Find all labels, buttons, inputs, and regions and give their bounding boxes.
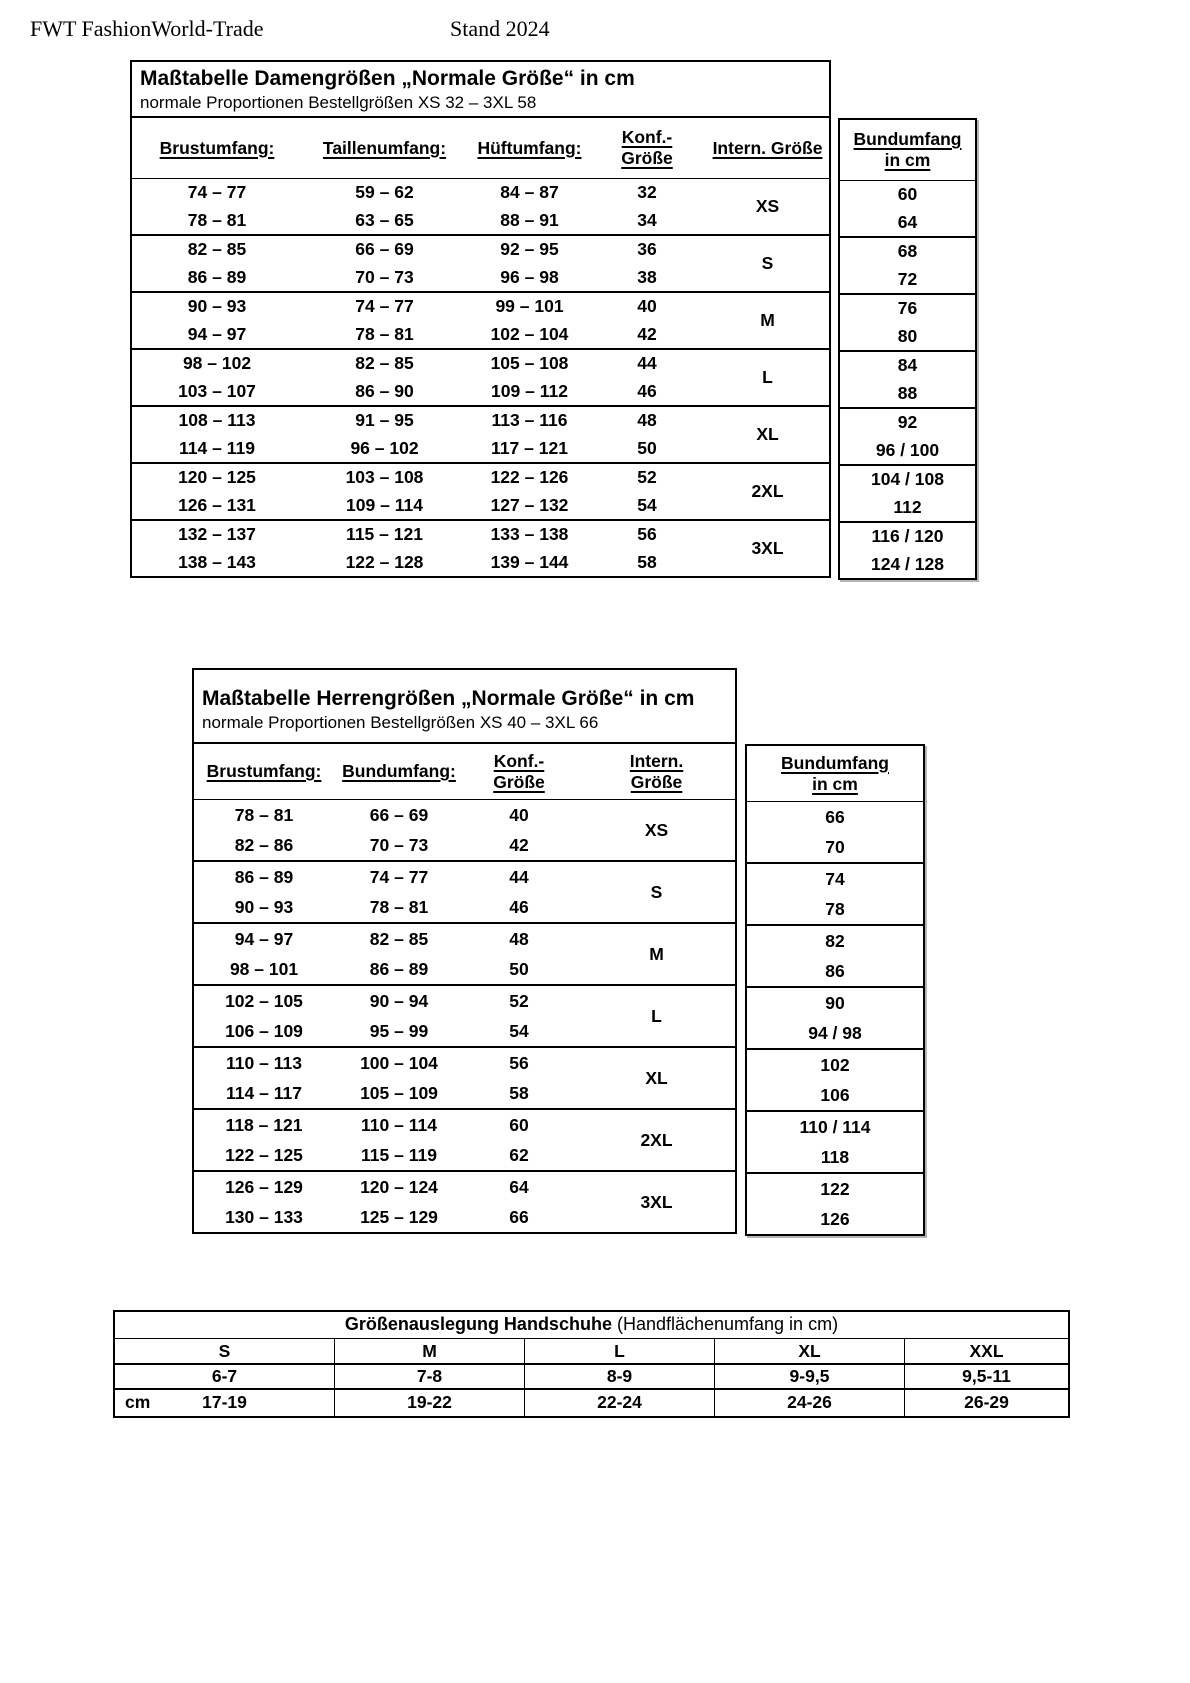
cell: 92 (897, 412, 918, 432)
intl-size-label: 3XL (751, 537, 784, 558)
cell: 74 – 77 (355, 296, 414, 316)
cell: 82 (825, 931, 845, 951)
cell: 36 (637, 239, 657, 259)
header-label: Intern. Größe (712, 137, 823, 158)
size-group-xl (132, 407, 829, 464)
cell: 122 – 126 (490, 467, 569, 487)
cell: 22-24 (525, 1390, 715, 1416)
cell: 86 – 90 (355, 380, 414, 401)
cell: 86 – 89 (187, 266, 247, 287)
column-header-bundumfang-in-cm (840, 120, 975, 181)
cell: 94 / 98 (808, 1023, 862, 1043)
cell: 118 – 121 (225, 1115, 303, 1135)
cell: 138 – 143 (178, 551, 256, 572)
size-group-l (194, 986, 735, 1048)
cell: 103 – 108 (345, 467, 424, 487)
cell: 84 (897, 355, 918, 375)
glove-title-bold: Größenauslegung Handschuhe (344, 1314, 612, 1334)
cell: 70 – 73 (369, 835, 429, 855)
cell: 108 – 113 (178, 410, 256, 430)
bund-group (840, 352, 975, 409)
cell: 109 – 112 (491, 380, 568, 401)
men-bundumfang-column (745, 744, 925, 1236)
cell: 104 / 108 (871, 469, 944, 489)
cell: 60 (897, 184, 918, 204)
cell: 74 – 77 (187, 182, 247, 202)
cell: 63 – 65 (355, 209, 414, 230)
men-table-title-box (192, 668, 737, 744)
men-table-header-row (194, 744, 735, 800)
cell: 90 – 93 (187, 296, 247, 316)
cell: 59 – 62 (355, 182, 414, 202)
bund-group (747, 802, 923, 864)
size-group-m (194, 924, 735, 986)
cell: 132 – 137 (178, 524, 256, 544)
cell: 68 (897, 241, 918, 261)
column-header-konf-groesse (464, 744, 574, 799)
cell: 99 – 101 (495, 296, 564, 316)
cell: 66 (509, 1207, 529, 1227)
glove-size-header: XL (715, 1339, 905, 1363)
size-group-s (132, 236, 829, 293)
cell: 78 – 81 (355, 323, 414, 344)
cell: 96 – 98 (500, 266, 559, 287)
header-label: Brustumfang: (159, 137, 275, 158)
intl-size-label: L (651, 1006, 662, 1026)
cell: 40 (509, 805, 529, 825)
men-table-body (192, 744, 737, 1234)
intl-size-label: XL (756, 423, 779, 444)
cell: 60 (509, 1115, 529, 1135)
header-label: Hüftumfang: (477, 137, 582, 158)
intl-size-label: S (650, 882, 663, 902)
bund-group (747, 1174, 923, 1234)
cell: 64 (897, 211, 918, 232)
cell: 66 – 69 (369, 805, 429, 825)
cell: 94 – 97 (187, 323, 247, 344)
cell: 116 / 120 (871, 526, 944, 546)
cell: 24-26 (715, 1390, 905, 1416)
size-group-m (132, 293, 829, 350)
men-table-title: Maßtabelle Herrengrößen „Normale Größe“ in cm (202, 687, 695, 710)
cell: 84 – 87 (500, 182, 559, 202)
column-header-konf-groesse (592, 118, 702, 178)
header-label: in cm (884, 150, 931, 170)
bund-group (840, 466, 975, 523)
cell: 70 – 73 (355, 266, 414, 287)
header-label: Bundumfang (781, 752, 889, 773)
cell: 130 – 133 (225, 1207, 303, 1227)
women-table-subtitle: normale Proportionen Bestellgrößen XS 32 – 3XL 58 (140, 93, 537, 112)
cell: 110 / 114 (799, 1117, 871, 1137)
brand-text: FWT FashionWorld-Trade (30, 16, 264, 41)
bund-group (747, 1112, 923, 1174)
cell: 54 (637, 494, 657, 515)
cell: 78 – 81 (187, 209, 247, 230)
cell: 110 – 114 (361, 1115, 437, 1135)
cell: 106 – 109 (225, 1021, 303, 1041)
cell: 62 (509, 1145, 529, 1165)
cell: 50 (637, 437, 657, 458)
men-size-table (192, 668, 927, 1233)
cell: 94 – 97 (234, 929, 294, 949)
men-table-subtitle: normale Proportionen Bestellgrößen XS 40 – 3XL 66 (202, 713, 599, 732)
cell: 70 (825, 837, 845, 857)
cell: 122 – 128 (345, 551, 424, 572)
cell: 126 – 131 (178, 494, 256, 515)
size-group-xs (132, 179, 829, 236)
bund-group (840, 181, 975, 238)
glove-size-header: M (335, 1339, 525, 1363)
size-group-xl (194, 1048, 735, 1110)
column-header-bundumfang-in-cm (747, 746, 923, 802)
column-header-hueftumfang (467, 118, 592, 178)
size-group-xs (194, 800, 735, 862)
cell: 114 – 117 (226, 1083, 302, 1103)
cell: 19-22 (335, 1390, 525, 1416)
column-header-brustumfang (132, 118, 302, 178)
cell: 54 (509, 1021, 529, 1041)
cell: 113 – 116 (491, 410, 568, 430)
size-group-l (132, 350, 829, 407)
cell: 133 – 138 (490, 524, 569, 544)
cell: 102 (820, 1055, 850, 1075)
intl-size-label: XL (645, 1068, 668, 1088)
cell: 120 – 124 (360, 1177, 438, 1197)
cell: 34 (637, 209, 657, 230)
bund-group (747, 988, 923, 1050)
glove-title-rest: (Handflächenumfang in cm) (611, 1314, 839, 1334)
size-group-3xl (132, 521, 829, 578)
intl-size-label: XS (644, 820, 669, 840)
cell: 26-29 (964, 1392, 1009, 1412)
intl-size-label: 2XL (751, 480, 784, 501)
cell: 90 (825, 993, 845, 1013)
cell: 105 – 109 (360, 1083, 438, 1103)
cell (115, 1390, 335, 1416)
cell: 96 / 100 (875, 439, 940, 460)
cell: 114 – 119 (179, 437, 255, 458)
header-label: Größe (630, 771, 683, 792)
cell: 78 – 81 (234, 805, 294, 825)
intl-size-label: L (762, 366, 773, 387)
glove-size-header: S (115, 1339, 335, 1363)
cell: 32 (637, 182, 657, 202)
cell: 90 – 94 (369, 991, 429, 1011)
glove-size-header-row (115, 1339, 1068, 1365)
cell: 46 (637, 380, 657, 401)
intl-size-label: M (649, 944, 664, 964)
cell: 52 (509, 991, 529, 1011)
cell: 103 – 107 (178, 380, 256, 401)
size-group-2xl (132, 464, 829, 521)
cell: 46 (509, 897, 529, 917)
glove-table-title (115, 1312, 1068, 1339)
glove-size-header: L (525, 1339, 715, 1363)
women-bundumfang-column (838, 118, 977, 580)
cell: 40 (637, 296, 657, 316)
intl-size-label: XS (755, 195, 780, 216)
bund-group (747, 864, 923, 926)
cell: 48 (509, 929, 529, 949)
cell: 122 (820, 1179, 850, 1199)
cell: 56 (637, 524, 657, 544)
cell: 125 – 129 (360, 1207, 438, 1227)
bund-group (747, 926, 923, 988)
cell: 42 (509, 835, 529, 855)
intl-size-label: 2XL (640, 1130, 673, 1150)
header-label: Größe (493, 771, 545, 792)
cell: 9,5-11 (962, 1366, 1011, 1386)
bund-group (840, 409, 975, 466)
cell: 64 (509, 1177, 529, 1197)
cell: 58 (637, 551, 657, 572)
cell: 90 – 93 (234, 897, 294, 917)
cell: 118 (820, 1147, 850, 1167)
cell: 44 (509, 867, 529, 887)
cell: 72 (897, 268, 918, 289)
cm-unit-label: cm (125, 1392, 151, 1412)
cell: 52 (637, 467, 657, 487)
cell: 106 (820, 1085, 850, 1105)
cell: 98 – 102 (182, 353, 252, 373)
cell: 100 – 104 (360, 1053, 438, 1073)
document-version-text: Stand 2024 (450, 16, 550, 41)
women-table-body (130, 118, 831, 578)
header-label: Bundumfang (853, 129, 962, 149)
cell: 58 (509, 1083, 529, 1103)
header-label: Bundumfang: (342, 761, 456, 781)
cell: 139 – 144 (490, 551, 569, 572)
cell: 86 – 89 (369, 959, 429, 979)
cell: 88 – 91 (500, 209, 559, 230)
header-label: Brustumfang: (206, 761, 322, 781)
cell: 56 (509, 1053, 529, 1073)
header-label: Taillenumfang: (322, 137, 447, 158)
cell: 124 / 128 (871, 553, 944, 574)
glove-inch-row (115, 1365, 1068, 1390)
cell: 50 (509, 959, 529, 979)
bund-group (840, 238, 975, 295)
women-table-title-box (130, 60, 831, 118)
cell: 76 (897, 298, 918, 318)
cell: 42 (637, 323, 657, 344)
cell: 115 – 121 (346, 524, 423, 544)
women-size-table (130, 60, 980, 580)
cell: 115 – 119 (361, 1145, 437, 1165)
column-header-taillenumfang (302, 118, 467, 178)
cell: 126 (820, 1209, 850, 1229)
cell: 105 – 108 (490, 353, 569, 373)
women-table-title: Maßtabelle Damengrößen „Normale Größe“ in cm (140, 67, 635, 90)
cell: 88 (897, 382, 918, 403)
glove-size-header: XXL (969, 1341, 1004, 1361)
cell: 102 – 105 (225, 991, 303, 1011)
bund-group (840, 523, 975, 578)
intl-size-label: 3XL (640, 1192, 673, 1212)
cell: 127 – 132 (490, 494, 569, 515)
cell-value: 17-19 (202, 1392, 247, 1412)
cell: 91 – 95 (355, 410, 414, 430)
cell: 86 – 89 (234, 867, 294, 887)
cell: 112 (893, 496, 922, 517)
cell: 92 – 95 (500, 239, 559, 259)
column-header-intern-groesse (574, 744, 739, 799)
cell: 66 (825, 807, 845, 827)
bund-group (747, 1050, 923, 1112)
glove-cm-row (115, 1390, 1068, 1416)
cell: 109 – 114 (346, 494, 423, 515)
cell: 110 – 113 (226, 1053, 302, 1073)
header-label: in cm (812, 773, 858, 794)
cell: 82 – 85 (187, 239, 247, 259)
cell: 82 – 86 (234, 835, 294, 855)
cell: 98 – 101 (229, 959, 299, 979)
cell: 120 – 125 (178, 467, 256, 487)
cell: 74 – 77 (369, 867, 429, 887)
cell: 117 – 121 (491, 437, 568, 458)
bund-group (840, 295, 975, 352)
cell: 86 (825, 961, 845, 981)
column-header-bundumfang (334, 744, 464, 799)
cell: 66 – 69 (355, 239, 414, 259)
cell: 80 (897, 325, 918, 346)
cell: 44 (637, 353, 657, 373)
column-header-intern-groesse (702, 118, 833, 178)
cell: 102 – 104 (490, 323, 569, 344)
size-group-2xl (194, 1110, 735, 1172)
cell: 122 – 125 (225, 1145, 303, 1165)
size-group-s (194, 862, 735, 924)
women-table-header-row (132, 118, 829, 179)
size-group-3xl (194, 1172, 735, 1234)
cell: 9-9,5 (715, 1365, 905, 1388)
header-label: Intern. (629, 750, 684, 771)
cell: 82 – 85 (355, 353, 414, 373)
cell: 7-8 (335, 1365, 525, 1388)
intl-size-label: M (760, 309, 775, 330)
header-label: Konf.- (621, 127, 673, 147)
cell: 78 (825, 899, 845, 919)
glove-size-table (113, 1310, 1070, 1418)
header-label: Größe (621, 148, 673, 168)
cell: 95 – 99 (369, 1021, 429, 1041)
header-label: Konf.- (493, 750, 545, 771)
cell: 6-7 (115, 1365, 335, 1388)
cell: 126 – 129 (225, 1177, 303, 1197)
cell: 96 – 102 (350, 437, 419, 458)
column-header-brustumfang (194, 744, 334, 799)
cell: 8-9 (525, 1365, 715, 1388)
cell: 74 (825, 869, 845, 889)
intl-size-label: S (761, 252, 774, 273)
cell: 48 (637, 410, 657, 430)
cell: 78 – 81 (369, 897, 429, 917)
cell: 38 (637, 266, 657, 287)
cell: 82 – 85 (369, 929, 429, 949)
